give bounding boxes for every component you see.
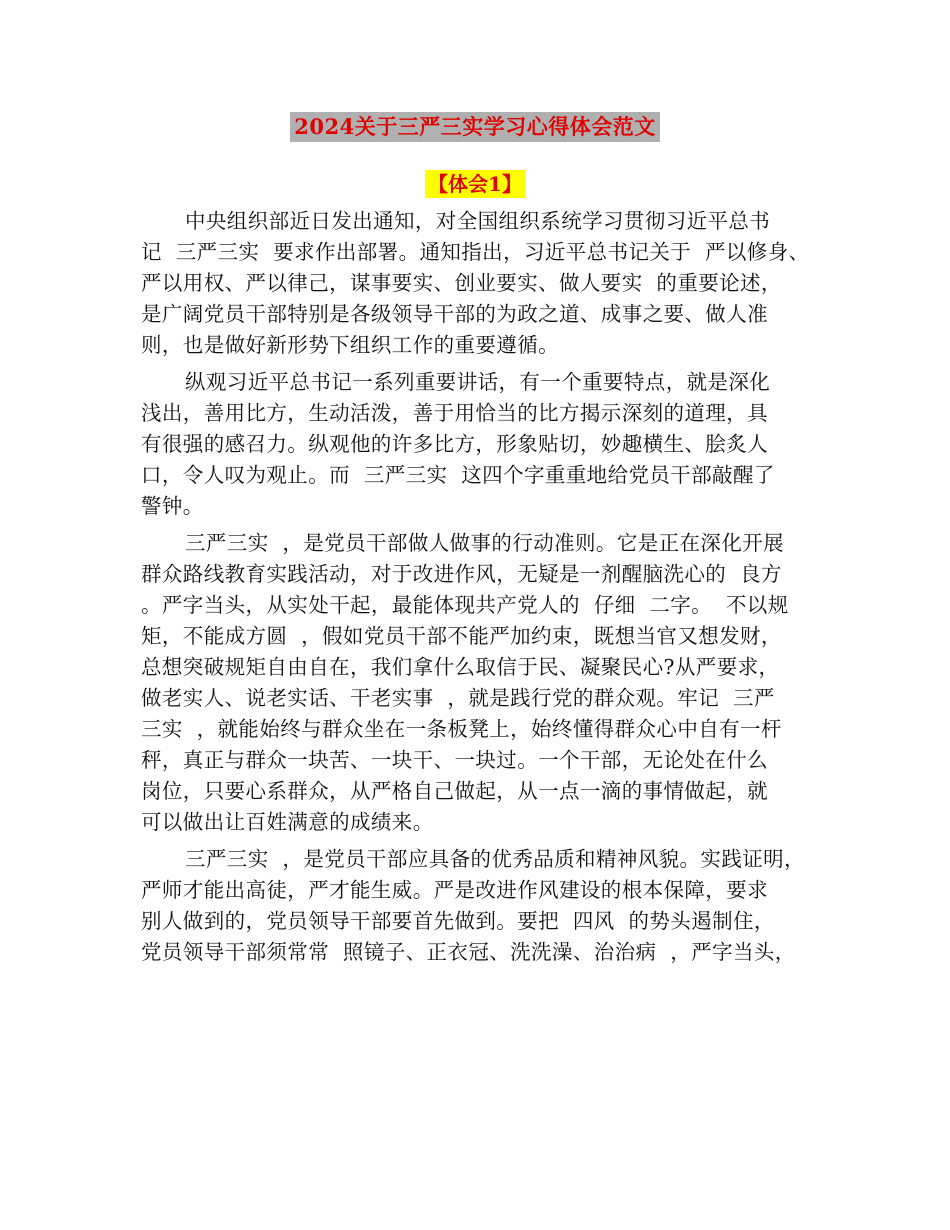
paragraph-line: 总想突破规矩自由自在，我们拿什么取信于民、凝聚民心?从严要求， xyxy=(141,655,780,679)
title-container xyxy=(0,112,950,142)
paragraph xyxy=(141,367,831,522)
paragraph-line: 中央组织部近日发出通知，对全国组织系统学习贯彻习近平总书 xyxy=(185,209,771,233)
paragraph-line: 浅出，善用比方，生动活泼，善于用恰当的比方揭示深刻的道理，具 xyxy=(141,401,768,425)
paragraph-line: 矩，不能成方圆 ，假如党员干部不能严加约束，既想当官又想发财， xyxy=(141,624,782,648)
paragraph-line: 可以做出让百姓满意的成绩来。 xyxy=(141,810,434,834)
paragraph-line: 警钟。 xyxy=(141,494,204,518)
section-heading: 【体会1】 xyxy=(425,170,525,198)
paragraph-line: 做老实人、说老实话、干老实事 ，就是践行党的群众观。牢记 三严 xyxy=(141,686,775,710)
paragraph-line: 严以用权、严以律己，谋事要实、创业要实、做人要实 的重要论述， xyxy=(141,271,782,295)
document-body xyxy=(141,206,831,974)
paragraph-line: 岗位，只要心系群众，从严格自己做起，从一点一滴的事情做起，就 xyxy=(141,779,768,803)
paragraph xyxy=(141,844,831,968)
paragraph-line: 口，令人叹为观止。而 三严三实 这四个字重重地给党员干部敲醒了 xyxy=(141,463,775,487)
paragraph-line: 则，也是做好新形势下组织工作的重要遵循。 xyxy=(141,333,559,357)
paragraph-line: 记 三严三实 要求作出部署。通知指出，习近平总书记关于 严以修身、 xyxy=(141,240,810,264)
paragraph-line: 。严字当头，从实处干起，最能体现共产党人的 仔细 二字。 不以规 xyxy=(141,593,789,617)
paragraph-line: 群众路线教育实践活动，对于改进作风，无疑是一剂醒脑洗心的 良方 xyxy=(141,562,782,586)
paragraph-line: 党员领导干部须常常 照镜子、正衣冠、洗洗澡、治治病 ，严字当头， xyxy=(141,940,796,964)
paragraph-line: 有很强的感召力。纵观他的许多比方，形象贴切，妙趣横生、脍炙人 xyxy=(141,432,768,456)
paragraph xyxy=(141,528,831,838)
paragraph-line: 纵观习近平总书记一系列重要讲话，有一个重要特点，就是深化 xyxy=(185,370,771,394)
document-title: 2024关于三严三实学习心得体会范文 xyxy=(290,112,659,142)
paragraph-line: 别人做到的，党员领导干部要首先做到。要把 四风 的势头遏制住， xyxy=(141,909,775,933)
subtitle-container xyxy=(0,170,950,198)
paragraph-line: 三严三实 ，是党员干部做人做事的行动准则。它是正在深化开展 xyxy=(185,531,785,555)
paragraph-line: 三实 ，就能始终与群众坐在一条板凳上，始终懂得群众心中自有一杆 xyxy=(141,717,782,741)
paragraph-line: 是广阔党员干部特别是各级领导干部的为政之道、成事之要、做人准 xyxy=(141,302,768,326)
paragraph-line: 严师才能出高徒，严才能生威。严是改进作风建设的根本保障，要求 xyxy=(141,878,768,902)
paragraph-line: 秤，真正与群众一块苦、一块干、一块过。一个干部，无论处在什么 xyxy=(141,748,768,772)
paragraph xyxy=(141,206,831,361)
paragraph-line: 三严三实 ，是党员干部应具备的优秀品质和精神风貌。实践证明， xyxy=(185,847,805,871)
